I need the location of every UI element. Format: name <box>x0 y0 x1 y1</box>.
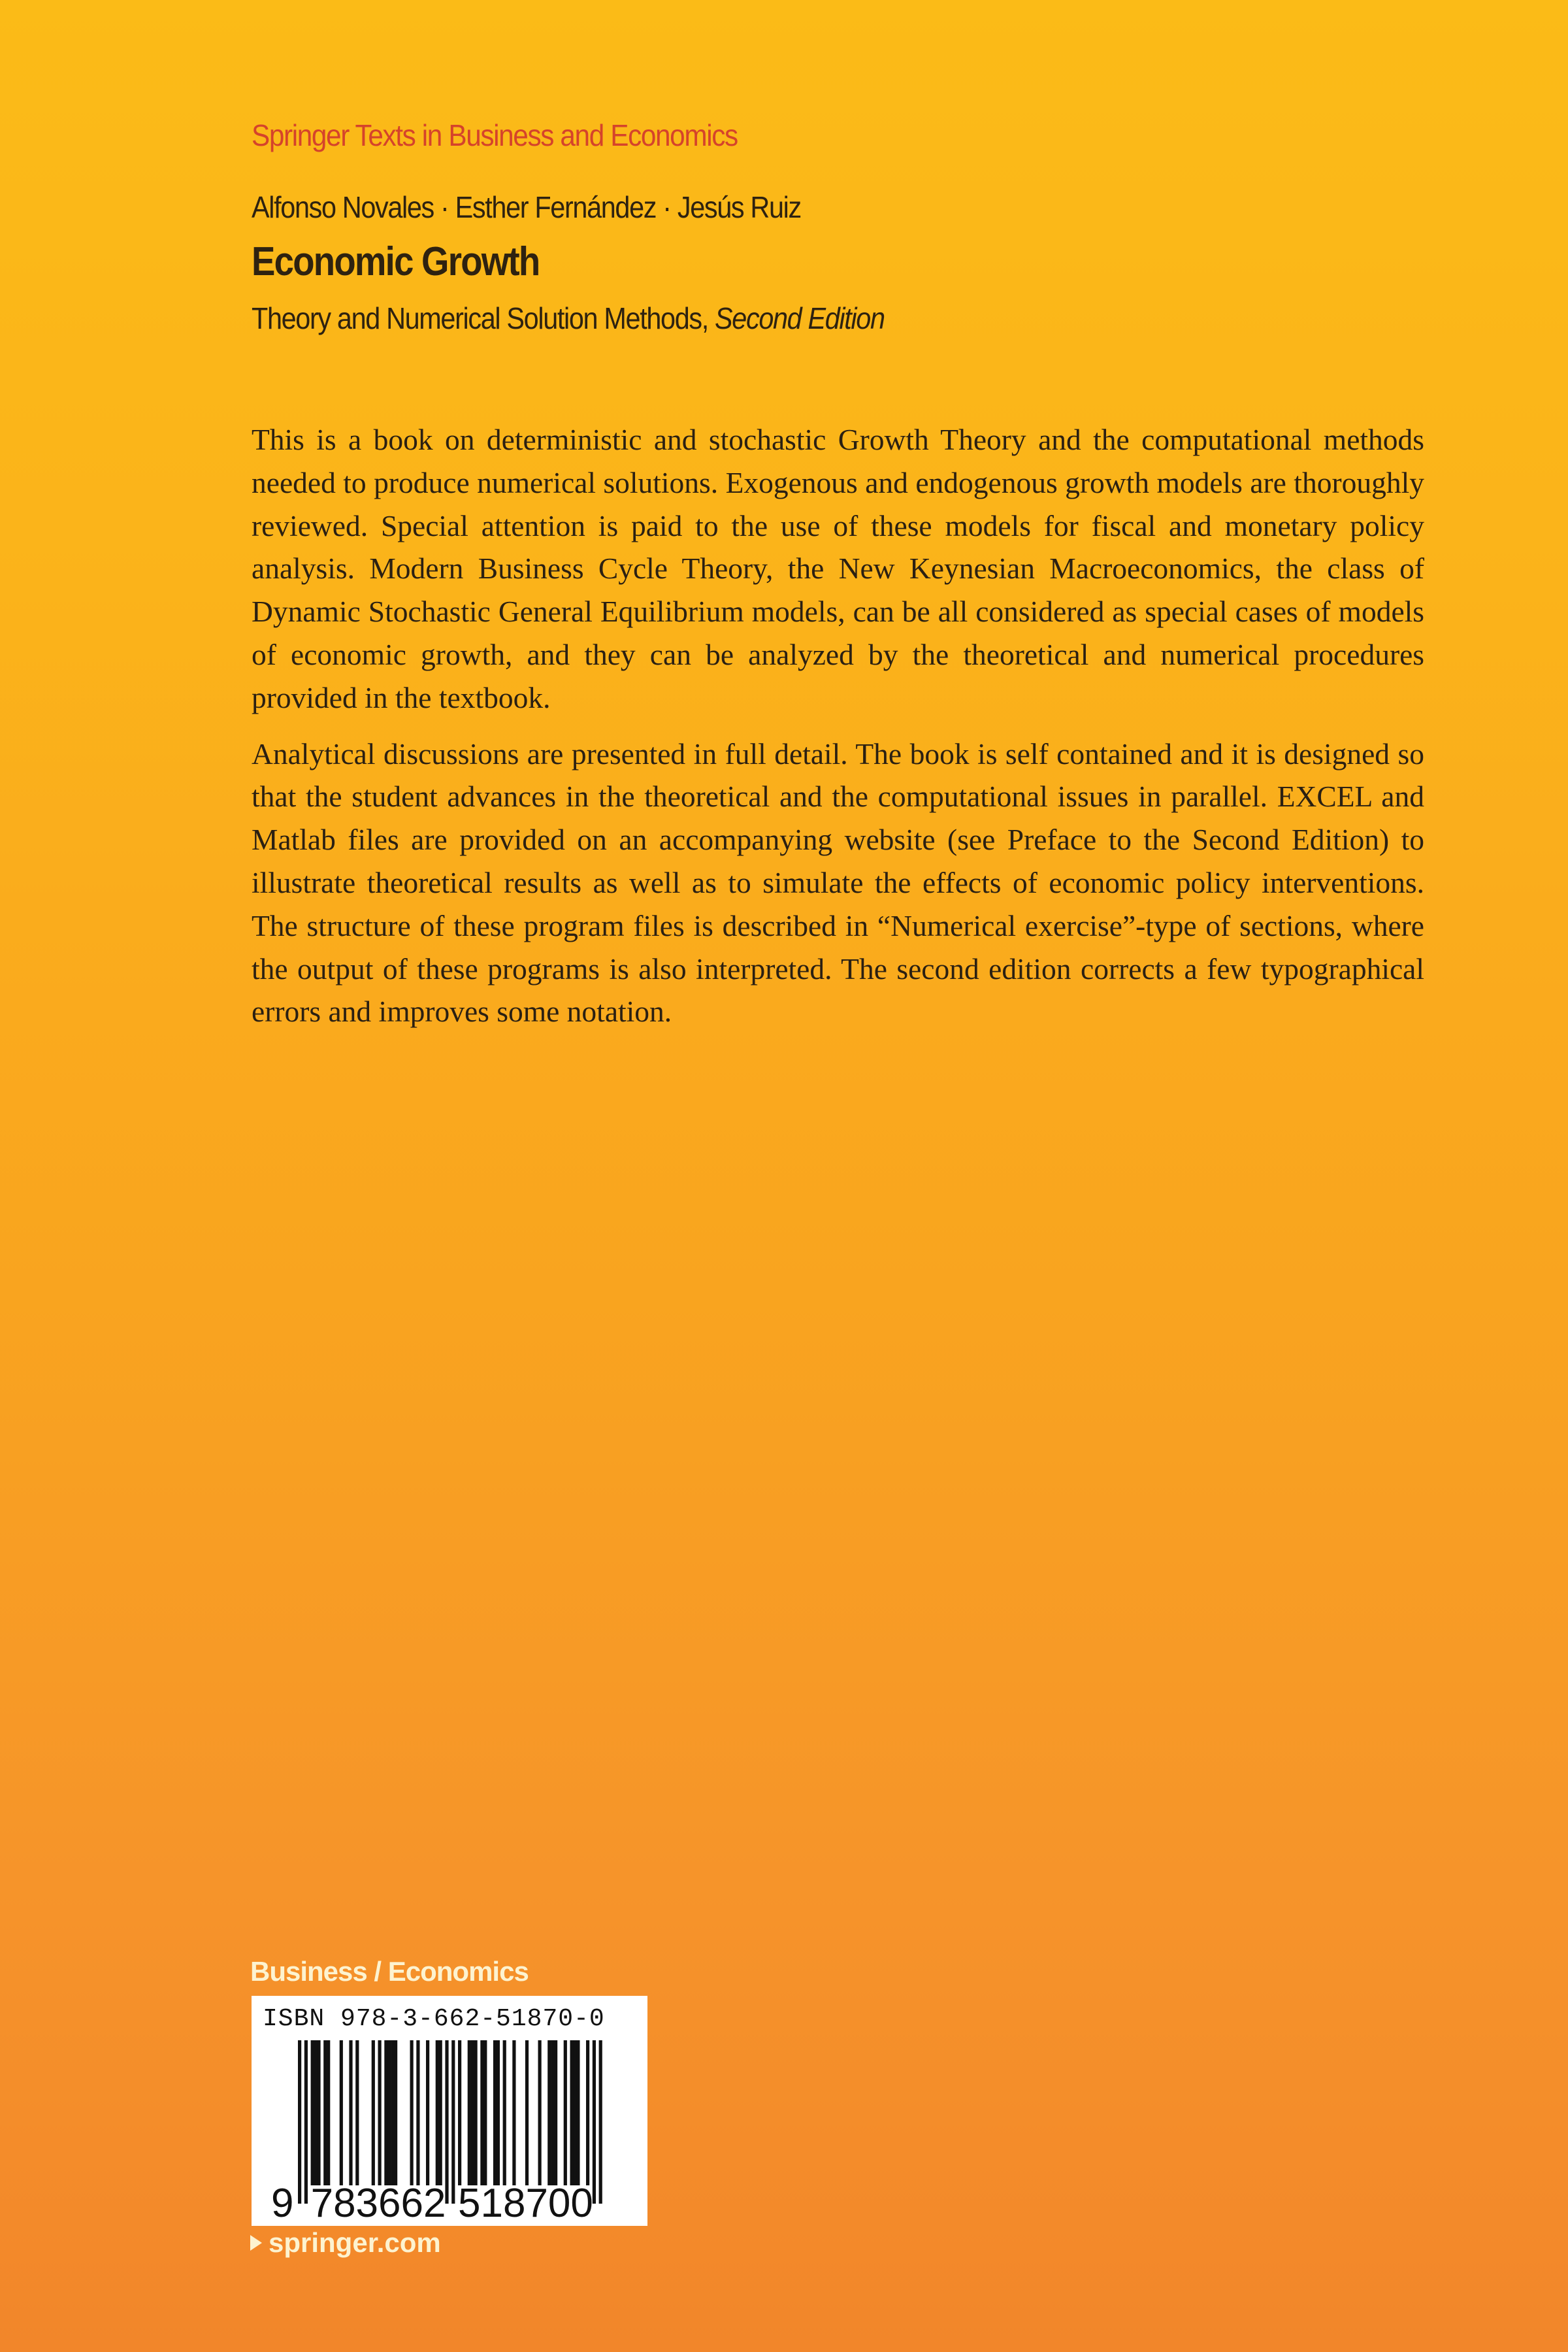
barcode-bar <box>436 2040 439 2185</box>
barcode-bar <box>576 2040 580 2185</box>
subtitle-text: Theory and Numerical Solution Methods, <box>252 301 708 335</box>
barcode-bar <box>384 2040 387 2185</box>
barcode-bar <box>474 2040 478 2185</box>
barcode-box <box>252 1996 647 2226</box>
barcode-bar <box>445 2040 448 2204</box>
springer-link[interactable] <box>250 2227 441 2259</box>
barcode-digits: 9 <box>271 2181 294 2226</box>
barcode-bar <box>372 2040 375 2185</box>
edition-text: Second Edition <box>715 301 885 335</box>
barcode-bar <box>391 2040 394 2185</box>
barcode-bar <box>573 2040 576 2185</box>
barcode-bar <box>317 2040 320 2185</box>
barcode-bar <box>525 2040 529 2185</box>
description-paragraph: This is a book on deterministic and stochastic Growth Theory and the computational methods needed to produce numerical solutions. Exogenous and endogenous growth models are thoroughly reviewed. Special attention is paid to the use of these models for fiscal and monetary policy analysis. Modern Business Cycle Theory, the New Keynesian Macroeconomics, the class of Dynamic Stochastic General Equilibrium models, can be all considered as special cases of models of economic growth, and they can be analyzed by the theoretical and numerical procedures provided in the textbook. <box>252 423 1424 714</box>
barcode-bar <box>497 2040 500 2185</box>
barcode-bar <box>570 2040 574 2185</box>
arrow-icon <box>250 2235 262 2251</box>
barcode-digits: 783662 <box>310 2181 446 2226</box>
barcode-bar <box>439 2040 442 2185</box>
barcode-bar <box>349 2040 352 2185</box>
barcode-bar <box>483 2040 487 2185</box>
barcode <box>252 1996 647 2226</box>
barcode-bar <box>480 2040 483 2185</box>
barcode-bar <box>340 2040 343 2185</box>
barcode-bar <box>355 2040 359 2185</box>
barcode-bar <box>394 2040 397 2185</box>
barcode-bar <box>586 2040 589 2185</box>
barcode-bar <box>471 2040 474 2185</box>
series-title: Springer Texts in Business and Economics <box>252 118 738 152</box>
barcode-digits: 518700 <box>458 2181 593 2226</box>
barcode-bar <box>416 2040 419 2185</box>
barcode-bar <box>593 2040 596 2204</box>
book-subtitle <box>252 301 885 336</box>
barcode-bar <box>512 2040 515 2185</box>
barcode-bar <box>554 2040 557 2185</box>
barcode-bar <box>493 2040 497 2185</box>
barcode-bar <box>551 2040 554 2185</box>
barcode-bar <box>304 2040 308 2204</box>
barcode-bar <box>410 2040 414 2185</box>
barcode-bar <box>426 2040 429 2185</box>
isbn-label: ISBN 978-3-662-51870-0 <box>263 2005 605 2033</box>
barcode-bar <box>564 2040 567 2185</box>
barcode-bar <box>458 2040 461 2185</box>
category-label: Business / Economics <box>250 1956 529 1987</box>
barcode-bar <box>547 2040 551 2185</box>
barcode-bar <box>298 2040 301 2204</box>
description-paragraph: Analytical discussions are presented in full detail. The book is self contained and it is designed so that the student advances in the theoretical and the computational issues in parallel. EXCEL and Matlab files are provided on an accompanying website (see Preface to the Second Edition) to illustrate theoretical results as well as to simulate the effects of economic policy interventions. The structure of these program files is described in “Numerical exercise”-type of sections, where the output of these programs is also interpreted. The second edition corrects a few typographical errors and improves some notation. <box>252 737 1424 1029</box>
url-text: springer.com <box>269 2227 441 2258</box>
description <box>252 418 1424 1046</box>
book-title: Economic Growth <box>252 239 540 284</box>
barcode-bar <box>311 2040 314 2185</box>
authors: Alfonso Novales · Esther Fernández · Jesús Ruiz <box>252 190 801 224</box>
barcode-bar <box>323 2040 327 2185</box>
barcode-bar <box>538 2040 542 2185</box>
barcode-bar <box>314 2040 318 2185</box>
barcode-bar <box>451 2040 455 2204</box>
barcode-bar <box>327 2040 330 2185</box>
barcode-bar <box>378 2040 382 2185</box>
barcode-bar <box>468 2040 471 2185</box>
barcode-bar <box>599 2040 602 2204</box>
barcode-bar <box>503 2040 506 2185</box>
barcode-bar <box>387 2040 391 2185</box>
